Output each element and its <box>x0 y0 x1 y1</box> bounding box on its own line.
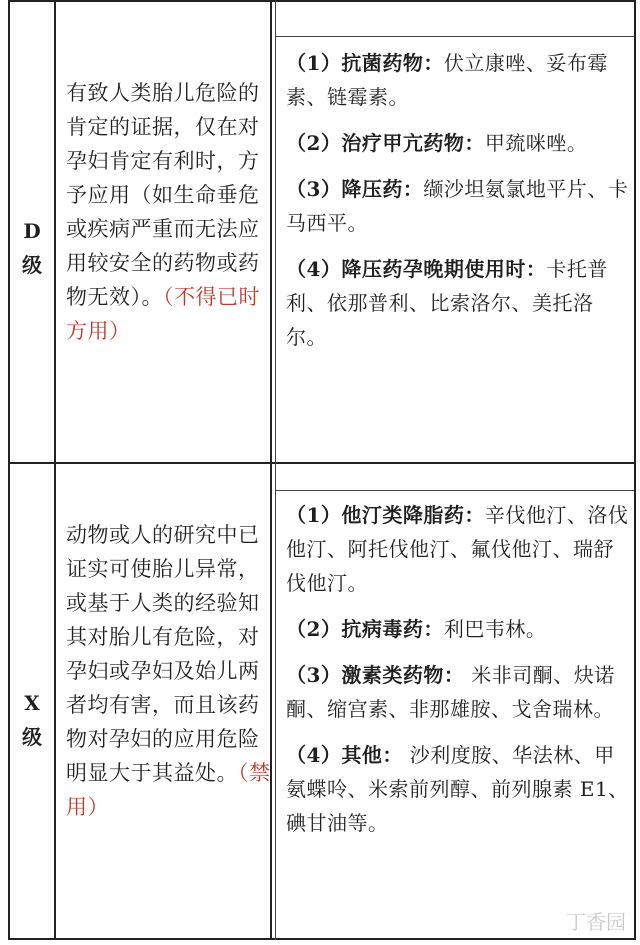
drug-item-text: 卡托普利、依那普利、比索洛尔、美托洛尔。 <box>286 257 608 349</box>
drug-item <box>286 658 631 726</box>
table-top-border <box>8 0 636 2</box>
table-left-border <box>8 0 10 940</box>
drug-list-d <box>286 46 631 366</box>
drug-list-x <box>286 498 631 852</box>
drug-item-text: 甲巯咪唑。 <box>484 131 588 155</box>
drug-item <box>286 252 631 354</box>
drug-item <box>286 46 631 114</box>
drug-item-text: 沙利度胺、华法林、甲氨蝶呤、米索前列醇、前列腺素 E1、碘甘油等。 <box>286 743 629 835</box>
drug-item-text: 米非司酮、炔诺酮、缩宫素、非那雄胺、戈舍瑞林。 <box>286 663 615 721</box>
drug-item <box>286 498 631 600</box>
drug-item-label: （1）他汀类降脂药： <box>286 503 485 527</box>
column-divider-2-double <box>275 0 276 940</box>
drug-item <box>286 172 631 240</box>
row-divider <box>8 462 636 464</box>
grade-label-d: D 级 <box>22 219 42 277</box>
drug-cell-inner-top <box>275 36 634 37</box>
drug-item-label: （2）治疗甲亢药物： <box>286 131 485 155</box>
grade-description-x <box>66 518 271 824</box>
watermark: 丁香园 <box>566 910 626 934</box>
description-text: 动物或人的研究中已证实可使胎儿异常，或基于人类的经验知其对胎儿有危险，对孕妇或孕妇及始儿两者均有害，而且该药物对孕妇的应用危险明显大于其益处。 <box>66 523 260 785</box>
drug-item-text: 伏立康唑、妥布霉素、链霉素。 <box>286 51 608 109</box>
drug-item-label: （3）激素类药物： <box>286 663 465 687</box>
table-bottom-border <box>8 938 636 940</box>
drug-item <box>286 126 631 160</box>
drug-item <box>286 738 631 840</box>
drug-item-text: 利巴韦林。 <box>443 617 547 641</box>
table-right-border <box>634 0 636 940</box>
drug-item-text: 辛伐他汀、洛伐他汀、阿托伐他汀、氟伐他汀、瑞舒伐他汀。 <box>286 503 629 595</box>
drug-item-text: 缬沙坦氨氯地平片、卡马西平。 <box>286 177 629 235</box>
drug-item-label: （2）抗病毒药： <box>286 617 444 641</box>
drug-grade-table <box>8 0 636 940</box>
usage-note: （禁用） <box>66 761 271 819</box>
grade-description-d <box>66 76 271 348</box>
grade-label-x: X 级 <box>22 691 42 749</box>
drug-item-label: （3）降压药： <box>286 177 424 201</box>
column-divider-1 <box>54 0 56 940</box>
drug-item <box>286 612 631 646</box>
drug-item-label: （1）抗菌药物： <box>286 51 444 75</box>
drug-item-label: （4）降压药孕晚期使用时： <box>286 257 547 281</box>
drug-cell-inner-top-2 <box>275 490 634 491</box>
description-text: 有致人类胎儿危险的肯定的证据，仅在对孕妇肯定有利时，方予应用（如生命垂危或疾病严重而无法应用较安全的药物或药物无效）。 <box>66 81 260 309</box>
drug-item-label: （4）其他： <box>286 743 403 767</box>
usage-note: （不得已时方用） <box>66 285 260 343</box>
